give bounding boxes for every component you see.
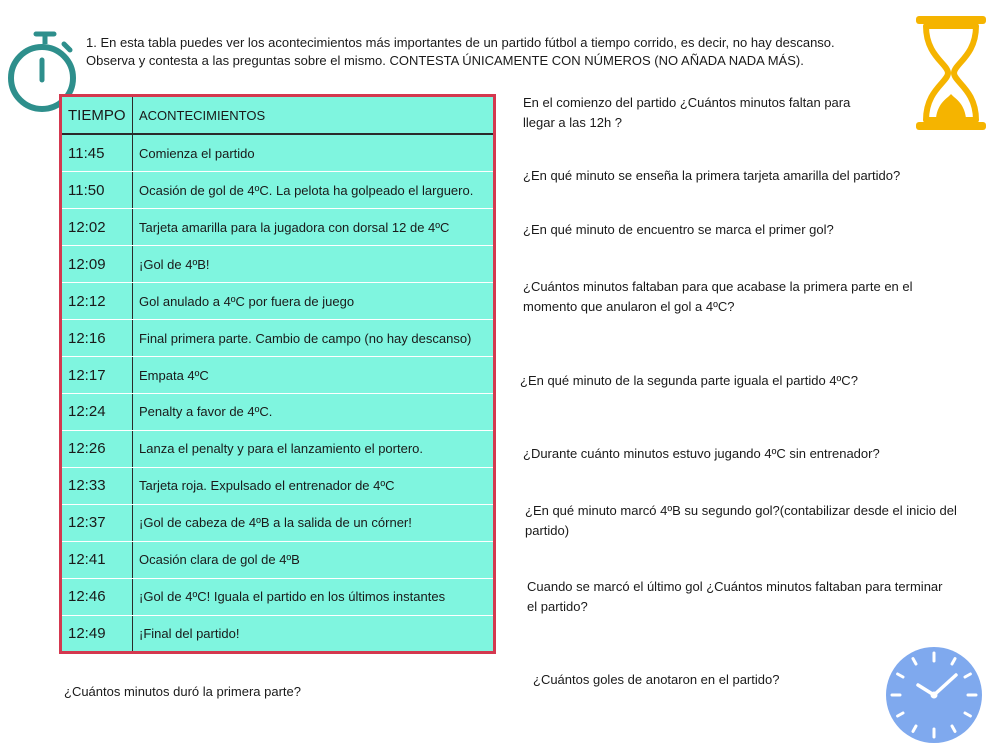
table-row <box>62 246 493 283</box>
event-cell: Ocasión clara de gol de 4ºB <box>133 541 494 578</box>
time-cell: 12:24 <box>62 393 133 430</box>
event-cell: Tarjeta amarilla para la jugadora con dorsal 12 de 4ºC <box>133 209 494 246</box>
table-row <box>62 467 493 504</box>
question-8: Cuando se marcó el último gol ¿Cuántos minutos faltaban para terminar el partido? <box>527 579 943 614</box>
question-7: ¿En qué minuto marcó 4ºB su segundo gol?(contabilizar desde el inicio del partido) <box>525 503 957 538</box>
table-row <box>62 430 493 467</box>
event-cell: ¡Gol de cabeza de 4ºB a la salida de un córner! <box>133 504 494 541</box>
time-cell: 12:26 <box>62 430 133 467</box>
table-row <box>62 134 493 172</box>
time-cell: 12:17 <box>62 357 133 394</box>
time-cell: 12:09 <box>62 246 133 283</box>
table-row <box>62 393 493 430</box>
instructions-text: 1. En esta tabla puedes ver los acontecimientos más importantes de un partido fútbol a tiempo corrido, es decir, no hay descanso. Observa y contesta a las preguntas sobre el mismo. CONTESTA ÚNICAMENTE CON NÚMEROS (NO AÑADA NADA MÁS). <box>86 35 835 68</box>
time-cell: 12:02 <box>62 209 133 246</box>
table-row <box>62 320 493 357</box>
table-row <box>62 357 493 394</box>
question-6: ¿Durante cuánto minutos estuvo jugando 4ºC sin entrenador? <box>523 446 880 461</box>
header-time: TIEMPO <box>62 97 133 134</box>
hourglass-icon <box>914 14 988 132</box>
time-cell: 12:49 <box>62 615 133 651</box>
table-row <box>62 172 493 209</box>
question-4: ¿Cuántos minutos faltaban para que acabase la primera parte en el momento que anularon el gol a 4ºC? <box>523 279 913 314</box>
event-cell: Ocasión de gol de 4ºC. La pelota ha golpeado el larguero. <box>133 172 494 209</box>
time-cell: 11:45 <box>62 134 133 172</box>
event-cell: Lanza el penalty y para el lanzamiento el portero. <box>133 430 494 467</box>
time-cell: 12:16 <box>62 320 133 357</box>
events-table <box>59 94 496 654</box>
time-cell: 12:12 <box>62 283 133 320</box>
question-10: ¿Cuántos minutos duró la primera parte? <box>64 684 302 699</box>
event-cell: ¡Final del partido! <box>139 625 240 641</box>
question-3: ¿En qué minuto de encuentro se marca el primer gol? <box>523 222 834 237</box>
event-cell: Final primera parte. Cambio de campo (no hay descanso) <box>133 320 494 357</box>
table-header-row <box>62 97 493 134</box>
header-events: ACONTECIMIENTOS <box>133 97 494 134</box>
question-2: ¿En qué minuto se enseña la primera tarjeta amarilla del partido? <box>523 168 901 183</box>
time-cell: 12:46 <box>62 578 133 615</box>
event-cell: Gol anulado a 4ºC por fuera de juego <box>133 283 494 320</box>
time-cell: 12:41 <box>62 541 133 578</box>
table-row <box>62 578 493 615</box>
event-cell: Tarjeta roja. Expulsado el entrenador de 4ºC <box>133 467 494 504</box>
event-cell: Comienza el partido <box>133 134 494 172</box>
time-cell: 11:50 <box>62 172 133 209</box>
event-cell: Penalty a favor de 4ºC. <box>133 393 494 430</box>
event-cell: Empata 4ºC <box>133 357 494 394</box>
clock-icon <box>884 645 984 745</box>
table-row <box>62 283 493 320</box>
event-cell: ¡Gol de 4ºC! Iguala el partido en los últimos instantes <box>133 578 494 615</box>
table-row <box>62 541 493 578</box>
question-9: ¿Cuántos goles de anotaron en el partido? <box>533 672 780 687</box>
time-cell: 12:33 <box>62 467 133 504</box>
question-1: En el comienzo del partido ¿Cuántos minutos faltan para llegar a las 12h ? <box>523 95 851 130</box>
table-row <box>62 504 493 541</box>
question-5: ¿En qué minuto de la segunda parte iguala el partido 4ºC? <box>520 373 858 388</box>
event-cell: ¡Gol de 4ºB! <box>133 246 494 283</box>
time-cell: 12:37 <box>62 504 133 541</box>
table-row <box>62 615 493 651</box>
table-row <box>62 209 493 246</box>
